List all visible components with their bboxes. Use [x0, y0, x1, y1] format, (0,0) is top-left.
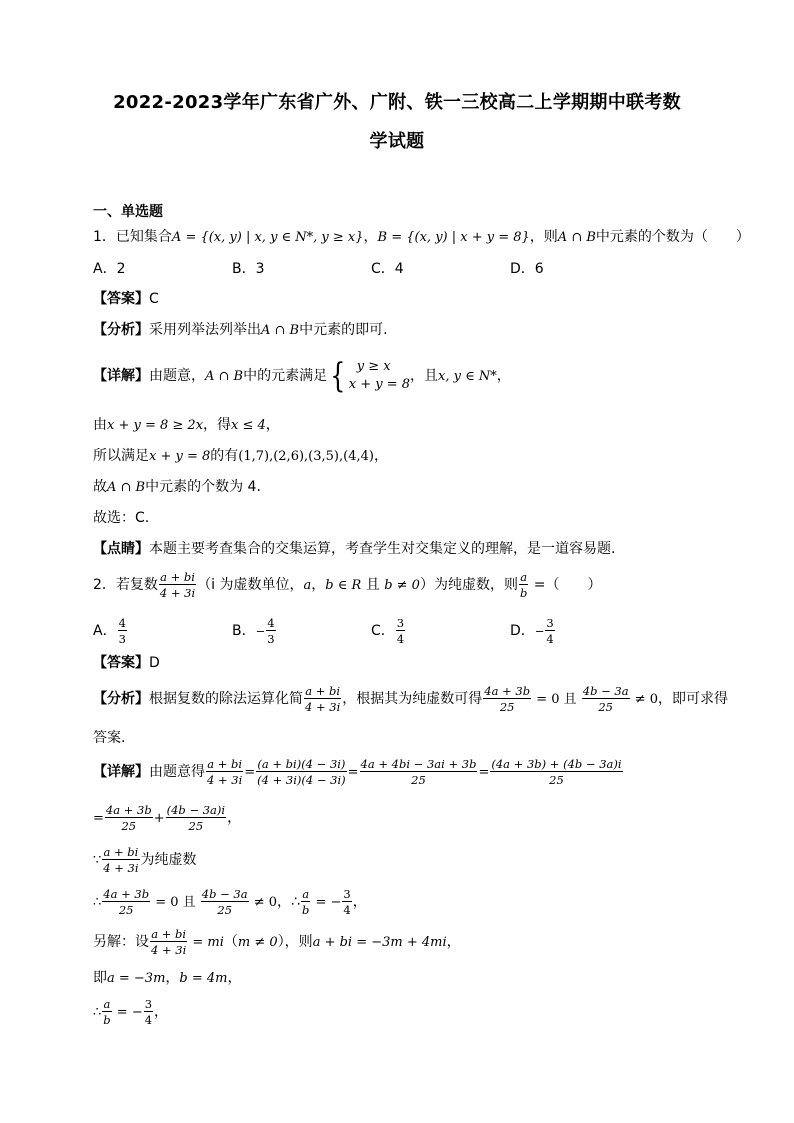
section-heading: 一、单选题: [93, 204, 163, 220]
q2-option-c-num: 3: [396, 616, 405, 630]
q2-option-d-fraction: [545, 616, 554, 646]
q2-alt-text-g: ，: [446, 934, 461, 950]
q2-namely-text-c: ，: [165, 970, 180, 986]
q2-option-d-num: 3: [546, 616, 554, 630]
q2-final-tail: ，: [154, 1004, 169, 1020]
q2-stem-domain: b ∈ R: [325, 578, 362, 593]
q2-analysis-real-num: 4a + 3b: [484, 684, 531, 698]
q2-final-fraction-1: [102, 997, 111, 1027]
q2-option-b-den: 3: [267, 632, 275, 646]
q2-because-symbol: ∵: [93, 853, 102, 868]
q1-option-b: B．3: [232, 261, 265, 277]
q2-analysis-text-d: = 0 且: [532, 692, 581, 707]
q2-detail-f2-num: (a + bi)(4 − 3i): [257, 757, 346, 771]
q1-detail-text-a: 由题意，: [149, 368, 205, 384]
q2-detail-f1-den: 4 + 3i: [207, 773, 243, 787]
q2-alt-expression: a + bi = −3m + 4mi: [312, 935, 447, 950]
q2-detail-eq-1: =: [244, 765, 256, 780]
q2-because-fraction: [102, 845, 139, 875]
q2-option-a-num: 4: [118, 616, 126, 630]
q2-therefore-f3-num: a: [302, 887, 310, 901]
q2-because-tail: 为纯虚数: [140, 852, 197, 868]
q2-answer-label: 【答案】: [93, 655, 149, 671]
q2-option-b-num: 4: [267, 616, 275, 630]
q2-line2-f2-num: (4b − 3a)i: [166, 803, 226, 817]
document-title-line-1: 2022-2023学年广东省广外、广附、铁一三校高二上学期期中联考数: [113, 92, 681, 113]
q2-final-f1-num: a: [103, 997, 111, 1011]
q1-detail-label: 【详解】: [93, 368, 149, 384]
q2-analysis-imag-num: 4b − 3a: [582, 684, 629, 698]
q1-detail-intersection: A ∩ B: [205, 369, 244, 384]
q1-option-a: A．2: [93, 261, 126, 277]
q2-option-a-letter: A．: [93, 623, 117, 639]
q2-therefore-tail: ，: [352, 894, 367, 910]
q2-option-d-letter: D．: [510, 623, 535, 639]
q2-stem-fraction-den: 4 + 3i: [159, 586, 196, 600]
q2-alt-num: a + bi: [151, 927, 187, 941]
q2-therefore-fraction-3: [301, 887, 310, 917]
q2-analysis-fraction: [304, 684, 341, 714]
q1-step-2-text-e: ，: [373, 448, 388, 464]
q2-therefore-f4-den: 4: [343, 903, 351, 917]
q1-equation-system: [349, 358, 410, 394]
q2-detail-f4-num: (4a + 3b) + (4b − 3a)i: [491, 757, 622, 771]
q2-final-fraction-2: [144, 997, 153, 1027]
q2-option-b-sign: −: [255, 624, 266, 638]
q2-stem-ratio-num: a: [520, 570, 528, 584]
q2-therefore: [93, 884, 367, 921]
q2-line2-eq: =: [93, 811, 104, 826]
document-title-line-2: 学试题: [369, 131, 425, 152]
q2-alt-condition: m ≠ 0: [237, 935, 278, 950]
q2-analysis-continued: 答案.: [93, 730, 126, 746]
q2-line2-tail: ，: [227, 810, 242, 826]
q1-option-c: C．4: [371, 261, 404, 277]
q2-analysis-text-a: 根据复数的除法运算化简: [149, 691, 303, 707]
q2-therefore-ne: ≠ 0: [249, 895, 278, 910]
q1-detail-domain: x, y ∈ N*: [438, 369, 497, 384]
q1-step-3-intersection: A ∩ B: [107, 480, 146, 495]
q2-option-a-den: 3: [118, 632, 126, 646]
q2-stem-ratio-den: b: [519, 586, 528, 600]
q2-option-c-den: 4: [396, 632, 405, 646]
q2-because-den: 4 + 3i: [103, 861, 139, 875]
q2-therefore-fraction-1: [102, 887, 150, 917]
q1-answer-value: C: [149, 291, 159, 307]
q2-analysis-real-part: [483, 684, 531, 714]
q2-detail-f2-den: (4 + 3i)(4 − 3i): [257, 773, 346, 787]
q2-therefore-f1-den: 25: [118, 903, 134, 917]
q2-namely-text-e: ，: [227, 970, 242, 986]
q2-analysis-text-b: ，根据其为纯虚数可得: [342, 691, 483, 707]
q2-alternative: [93, 924, 461, 961]
q2-detail: [93, 754, 624, 791]
q2-option-b: [232, 614, 277, 648]
q2-final-f1-den: b: [103, 1013, 111, 1027]
q2-final: [93, 994, 168, 1031]
q2-therefore-f4-num: 3: [343, 887, 351, 901]
q1-step-2-text-c: 的有: [210, 448, 239, 464]
q1-detail-text-e: ，: [496, 368, 511, 384]
q1-question: 中元素的个数为（ ）: [595, 229, 750, 245]
q2-therefore-sep: ，∴: [277, 894, 300, 910]
q2-alt-text-c: （: [223, 934, 238, 950]
q2-final-f2-num: 3: [144, 997, 153, 1011]
q2-option-d: [510, 614, 556, 648]
q2-line2-f2-den: 25: [188, 819, 204, 833]
q2-detail-fraction-4: [490, 757, 622, 787]
q1-prefix: 1．已知集合: [93, 229, 172, 245]
q2-detail-fraction-2: [256, 757, 346, 787]
q1-step-1-text-a: 由: [93, 417, 107, 433]
q2-option-c-letter: C．: [371, 623, 395, 639]
q2-stem: [93, 568, 602, 603]
q1-step-3-text-c: 中元素的个数为 4.: [145, 479, 261, 495]
q2-detail-eq-2: =: [347, 765, 359, 780]
q2-therefore-f1-num: 4a + 3b: [103, 887, 150, 901]
q2-answer: [93, 653, 160, 673]
q2-alt-den: 4 + 3i: [151, 943, 187, 957]
q2-alt-fraction: [150, 927, 187, 957]
q2-detail-f4-den: 25: [549, 773, 564, 787]
q2-line2-fraction-1: [105, 803, 153, 833]
q2-stem-text-e: 且: [361, 577, 385, 593]
q1-answer: [93, 289, 159, 309]
q2-option-a-fraction: [118, 616, 127, 646]
q1-analysis-label: 【分析】: [93, 322, 149, 338]
q1-step-2-pairs: (1,7),(2,6),(3,5),(4,4): [238, 449, 374, 464]
q2-analysis-imag-den: 25: [598, 700, 613, 714]
q2-line2-fraction-2: [166, 803, 226, 833]
q2-because: [93, 842, 197, 879]
q2-therefore-fraction-4: [342, 887, 351, 917]
q1-analysis-intersection: A ∩ B: [261, 323, 300, 338]
q1-comment: [93, 539, 615, 559]
q2-prefix: 2．若复数: [93, 577, 158, 593]
q1-answer-label: 【答案】: [93, 291, 149, 307]
q2-therefore-eq: = −: [311, 895, 342, 910]
q1-detail-text-b: 中的元素满足: [243, 368, 328, 384]
q2-detail-eq-3: =: [478, 765, 490, 780]
q2-therefore-f2-den: 25: [217, 903, 233, 917]
q2-analysis-fraction-den: 4 + 3i: [305, 700, 341, 714]
q2-detail-label: 【详解】: [93, 764, 149, 780]
q1-step-3-text-a: 故: [93, 479, 107, 495]
q2-therefore-fraction-2: [201, 887, 249, 917]
q1-analysis: [93, 320, 388, 341]
q2-stem-fraction: [159, 570, 196, 600]
q2-stem-ratio: [519, 570, 528, 600]
q1-comma: ，: [363, 229, 378, 245]
q1-stem: [93, 227, 750, 248]
q1-system-brace: {: [330, 356, 346, 396]
q1-system-line-2: x + y = 8: [348, 377, 411, 392]
q2-stem-tail: =（ ）: [529, 577, 602, 593]
q2-namely-b-value: b = 4m: [179, 971, 228, 986]
q1-step-1-text-e: ，: [265, 417, 280, 433]
q2-alt-text-b: = mi: [188, 935, 224, 950]
q2-option-b-letter: B．: [232, 623, 256, 639]
q2-stem-text-g: ）为纯虚数，则: [419, 577, 518, 593]
q2-option-d-sign: −: [534, 624, 545, 638]
q1-detail: [93, 356, 511, 397]
q2-detail-f1-num: a + bi: [207, 757, 243, 771]
q2-detail-fraction-1: [206, 757, 243, 787]
q2-option-c: [371, 614, 406, 648]
q2-detail-line-2: [93, 800, 241, 837]
q2-analysis-real-den: 25: [499, 700, 515, 714]
q2-therefore-symbol: ∴: [93, 895, 102, 910]
q2-alt-text-a: 另解：设: [93, 934, 149, 950]
q2-analysis-fraction-num: a + bi: [305, 684, 341, 698]
q2-detail-fraction-3: [360, 757, 478, 787]
q1-step-2-text-a: 所以满足: [93, 448, 149, 464]
q2-answer-value: D: [149, 655, 160, 671]
q2-option-a: [93, 614, 128, 648]
q1-step-2: [93, 446, 388, 467]
q2-analysis: [93, 682, 728, 717]
q2-stem-condition: b ≠ 0: [384, 578, 420, 593]
q2-stem-text-a: （i 为虚数单位，: [197, 577, 304, 593]
q2-analysis-label: 【分析】: [93, 691, 149, 707]
q2-line2-f1-num: 4a + 3b: [105, 803, 152, 817]
q2-final-symbol: ∴: [93, 1005, 102, 1020]
q2-final-eq: = −: [112, 1005, 143, 1020]
q2-stem-fraction-num: a + bi: [160, 570, 195, 584]
q2-option-c-fraction: [396, 616, 405, 646]
q1-system-line-1: y ≥ x: [356, 359, 391, 374]
q1-set-a: A = {(x, y) | x, y ∈ N*, y ≥ x}: [171, 230, 364, 245]
q2-detail-f3-den: 25: [411, 773, 426, 787]
q2-detail-text-a: 由题意得: [149, 764, 205, 780]
q1-detail-text-c: ，且: [410, 368, 439, 384]
q2-analysis-text-g: ，即可求得: [658, 691, 729, 707]
q2-option-b-fraction: [266, 616, 275, 646]
q2-namely-a-value: a = −3m: [107, 971, 166, 986]
q2-line2-plus: +: [153, 811, 165, 826]
q2-final-f2-den: 4: [144, 1013, 153, 1027]
q2-therefore-mid: = 0 且: [151, 895, 200, 910]
q1-step-2-expr: x + y = 8: [149, 449, 211, 464]
q1-then: ，则: [529, 229, 558, 245]
q1-set-b: B = {(x, y) | x + y = 8}: [377, 230, 530, 245]
q2-because-num: a + bi: [103, 845, 139, 859]
q1-step-1-result: x ≤ 4: [231, 418, 266, 433]
q2-line2-f1-den: 25: [121, 819, 137, 833]
q1-comment-text: 本题主要考查集合的交集运算，考查学生对交集定义的理解，是一道容易题.: [149, 541, 616, 557]
q2-therefore-f3-den: b: [301, 903, 310, 917]
q2-option-d-den: 4: [546, 632, 554, 646]
q1-option-d: D．6: [510, 261, 544, 277]
q2-namely-text-a: 即: [93, 970, 107, 986]
q2-analysis-text-f: ≠ 0: [630, 692, 659, 707]
q1-step-1-text-c: ，得: [203, 417, 232, 433]
q1-intersection: A ∩ B: [557, 230, 596, 245]
q1-step-3: [93, 477, 261, 498]
q2-analysis-imag-part: [582, 684, 630, 714]
q2-namely: [93, 968, 241, 989]
q1-comment-label: 【点睛】: [93, 541, 149, 557]
q1-choice: 故选：C.: [93, 510, 150, 526]
q2-stem-var-a: a: [303, 578, 312, 593]
q1-step-1-expr: x + y = 8 ≥ 2x: [107, 418, 204, 433]
q2-detail-f3-num: 4a + 4bi − 3ai + 3b: [360, 757, 477, 771]
q2-alt-text-e: ），则: [277, 934, 313, 950]
q1-analysis-text-a: 采用列举法列举出: [149, 322, 261, 338]
q2-stem-text-c: ，: [311, 577, 326, 593]
q2-therefore-f2-num: 4b − 3a: [201, 887, 248, 901]
q1-analysis-text-b: 中元素的即可.: [299, 322, 388, 338]
q1-step-1: [93, 415, 280, 436]
